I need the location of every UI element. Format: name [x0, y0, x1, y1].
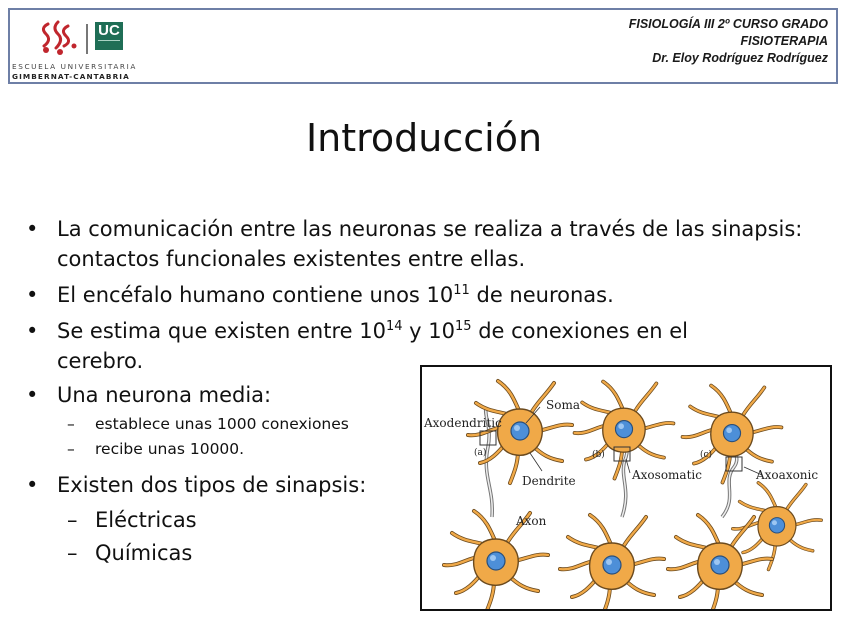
- sub-bullet-chemical: – Químicas: [26, 537, 816, 570]
- label-c: (c): [700, 450, 713, 460]
- course-line-1: FISIOLOGÍA III 2º CURSO GRADO: [628, 17, 828, 31]
- school-line-1: ESCUELA UNIVERSITARIA: [12, 62, 137, 71]
- label-axodendritic: Axodendritic: [424, 416, 502, 430]
- slide-title: Introducción: [305, 116, 543, 160]
- neuron-top-a: [468, 381, 572, 483]
- school-name: [12, 62, 152, 81]
- slide-header: [8, 8, 838, 84]
- bullet-neuron-count: • El encéfalo humano contiene unos $10^{11}$ de neuronas.: [26, 280, 816, 310]
- sub-bullet-connections-made: – establece unas 1000 conexiones: [26, 412, 816, 437]
- bullet-synapse-types: • Existen dos tipos de sinapsis:: [26, 470, 816, 500]
- course-info: [629, 16, 828, 67]
- author-name: Dr. Eloy Rodríguez Rodríguez: [652, 51, 828, 65]
- label-dendrite: Dendrite: [522, 474, 576, 488]
- bullet-connections: • Se estima que existen entre $10^{14}$ y $10^{15}$ de conexiones en el cerebro.: [26, 316, 816, 376]
- label-axosomatic: Axosomatic: [632, 468, 702, 482]
- course-line-2: FISIOTERAPIA: [740, 34, 828, 48]
- label-axon: Axon: [516, 514, 547, 528]
- label-a: (a): [474, 448, 487, 458]
- uc-logo-icon: UC: [95, 22, 123, 50]
- label-b: (b): [592, 450, 605, 460]
- synapse-diagram: [422, 367, 830, 609]
- sub-bullet-electrical: – Eléctricas: [26, 504, 816, 537]
- bullet-average-neuron: • Una neurona media:: [26, 380, 816, 410]
- neuron-bottom-c: [668, 515, 772, 609]
- bullet-communication: • La comunicación entre las neuronas se realiza a través de las sinapsis: contactos funcionales existentes entre ellas.: [26, 214, 816, 274]
- neuron-bottom-b: [560, 515, 664, 609]
- label-soma: Soma: [546, 398, 580, 412]
- sub-bullet-connections-received: – recibe unas 10000.: [26, 437, 816, 462]
- label-axoaxonic: Axoaxonic: [756, 468, 819, 482]
- school-logo: [12, 12, 150, 82]
- school-line-2: GIMBERNAT-CANTABRIA: [12, 72, 130, 81]
- synapse-types-figure: [420, 365, 832, 611]
